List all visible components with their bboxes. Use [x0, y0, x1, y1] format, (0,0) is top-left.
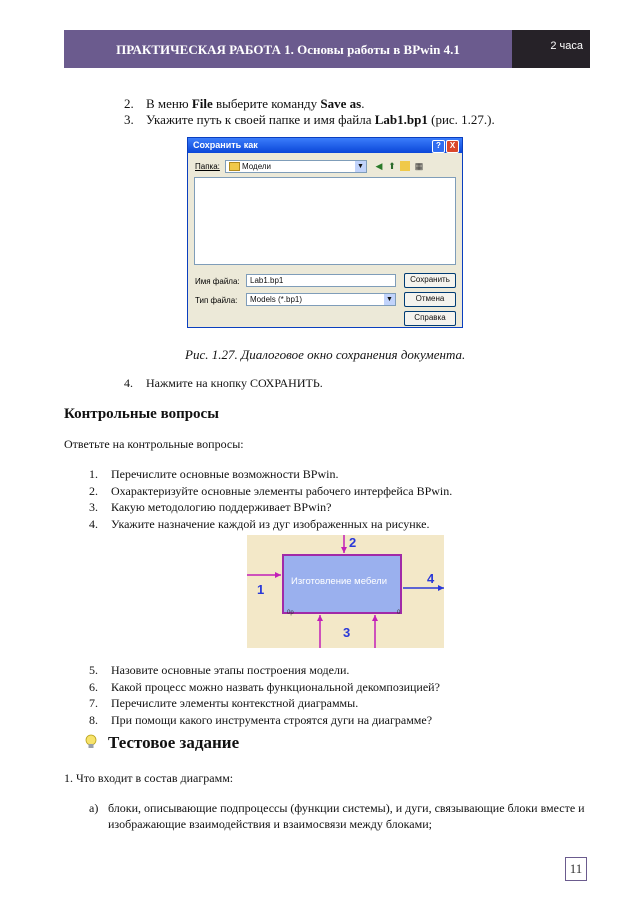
filename-input[interactable]: Lab1.bp1 — [246, 274, 396, 287]
answer-a-label: а) — [89, 801, 99, 815]
idef0-diagram — [247, 535, 444, 648]
step-4 — [124, 375, 323, 391]
arc-3-label: 3 — [343, 625, 351, 640]
list-item: 4. Укажите назначение каждой из дуг изображенных на рисунке. — [89, 516, 430, 531]
list-item: 3. Какую методологию поддерживает BPwin? — [89, 500, 332, 514]
new-folder-icon[interactable] — [400, 161, 410, 171]
step-3 — [124, 112, 495, 128]
step-text: (рис. 1.27.). — [427, 112, 495, 127]
filetype-label: Тип файла: — [195, 296, 238, 305]
step-2 — [124, 96, 364, 112]
filetype-value: Models (*.bp1) — [250, 295, 303, 304]
question-list-2 — [89, 662, 440, 728]
back-icon[interactable]: ◀ — [375, 161, 383, 171]
page-header-banner — [64, 30, 512, 68]
step-text: В меню — [146, 96, 192, 111]
view-menu-icon[interactable]: ▦ — [414, 161, 424, 171]
box-corner-right: 0 — [397, 610, 401, 616]
step-number: 2. — [124, 96, 134, 111]
step-bold: Save as — [320, 96, 362, 111]
step-number: 3. — [124, 112, 134, 127]
page-number: 11 — [565, 857, 587, 881]
cancel-button[interactable]: Отмена — [404, 292, 456, 307]
function-box-label: Изготовление мебели — [291, 576, 388, 587]
dialog-close-icon[interactable]: X — [446, 140, 459, 153]
list-item: 6. Какой процесс можно назвать функциональной декомпозицией? — [89, 679, 440, 694]
help-button[interactable]: Справка — [404, 311, 456, 326]
list-item: 5. Назовите основные этапы построения модели. — [89, 663, 350, 677]
dialog-titlebar — [188, 138, 462, 153]
arc-1-label: 1 — [257, 582, 265, 597]
list-item: 1. Перечислите основные возможности BPwin. — [89, 467, 339, 481]
dialog-help-icon[interactable]: ? — [432, 140, 445, 153]
lightbulb-icon — [84, 734, 98, 750]
list-item: 2. Охарактеризуйте основные элементы рабочего интерфейса BPwin. — [89, 483, 453, 498]
chevron-down-icon[interactable]: ▼ — [384, 294, 395, 305]
step-text: Укажите путь к своей папке и имя файла — [146, 112, 375, 127]
dialog-title: Сохранить как — [193, 140, 258, 150]
filetype-select[interactable] — [246, 293, 396, 306]
step-text: выберите команду — [212, 96, 321, 111]
arc-2-arrowhead — [341, 547, 347, 553]
step-text: Нажмите на кнопку СОХРАНИТЬ. — [146, 376, 323, 390]
list-item: 8. При помощи какого инструмента строятся дуги на диаграмме? — [89, 712, 433, 727]
answer-a-line-2: изображающие взаимодействия и взаимосвязи между блоками; — [108, 817, 432, 831]
header-hours: 2 часа — [550, 40, 583, 52]
header-hours-box — [512, 30, 590, 68]
question-list-1 — [89, 466, 452, 532]
folder-icon — [229, 162, 240, 171]
step-text: . — [361, 96, 365, 111]
folder-value: Модели — [242, 162, 272, 171]
header-title: ПРАКТИЧЕСКАЯ РАБОТА 1. Основы работы в BPwin 4.1 — [116, 42, 460, 57]
arc-4-arrowhead — [438, 585, 444, 591]
chevron-down-icon[interactable]: ▼ — [355, 161, 366, 172]
folder-label: Папка: — [195, 162, 220, 171]
step-bold: File — [191, 96, 213, 111]
step-number: 4. — [124, 376, 133, 390]
folder-select[interactable] — [225, 160, 367, 173]
arc-1-arrowhead — [275, 572, 281, 578]
test-question-1: 1. Что входит в состав диаграмм: — [64, 771, 234, 785]
figure-caption: Рис. 1.27. Диалоговое окно сохранения документа. — [185, 347, 466, 362]
list-item: 7. Перечислите элементы контекстной диаграммы. — [89, 696, 359, 710]
control-intro: Ответьте на контрольные вопросы: — [64, 437, 244, 451]
save-as-dialog — [187, 137, 463, 328]
arc-2-label: 2 — [349, 535, 357, 550]
answer-a-line-1: блоки, описывающие подпроцессы (функции системы), и дуги, связывающие блоки вместе и — [108, 801, 585, 815]
box-corner-left: 0р — [287, 610, 294, 616]
file-list-area[interactable] — [194, 177, 456, 265]
up-folder-icon[interactable]: ⬆ — [388, 161, 396, 171]
arc-4-label: 4 — [427, 571, 435, 586]
arc-3-arrowhead-b — [372, 615, 378, 621]
control-questions-heading: Контрольные вопросы — [64, 406, 219, 422]
arc-3-arrowhead-a — [317, 615, 323, 621]
save-button[interactable]: Сохранить — [404, 273, 456, 288]
filename-label: Имя файла: — [195, 277, 240, 286]
step-bold: Lab1.bp1 — [374, 112, 428, 127]
test-heading: Тестовое задание — [108, 733, 240, 752]
